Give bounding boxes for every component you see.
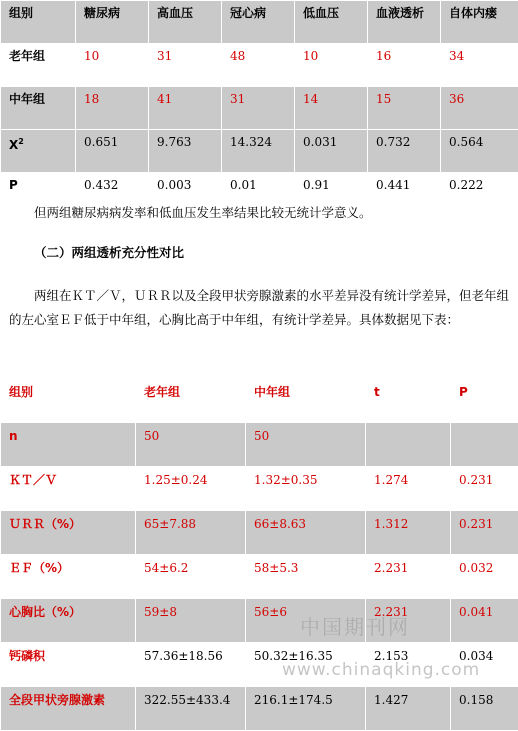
table-header-row <box>1 379 518 423</box>
header-cell: P <box>451 379 518 423</box>
table-cell: 56±6 <box>246 599 366 643</box>
table-cell: 0.158 <box>451 687 518 731</box>
table-cell: 50.32±16.35 <box>246 643 366 687</box>
table-cell: 0.441 <box>368 173 441 216</box>
table-cell: 31 <box>149 44 222 87</box>
table-cell: 16 <box>368 44 441 87</box>
watermark-title: 中国期刊网 <box>300 611 410 640</box>
table-cell: 14.324 <box>222 130 295 173</box>
table-cell: 58±5.3 <box>246 555 366 599</box>
table-row <box>1 599 518 643</box>
dialysis-adequacy-table <box>0 378 518 731</box>
table-cell: 0.651 <box>76 130 149 173</box>
table-cell: 54±6.2 <box>136 555 246 599</box>
header-cell: 血液透析 <box>368 1 441 44</box>
table-cell: 0.041 <box>451 599 518 643</box>
table-cell: 10 <box>76 44 149 87</box>
table-cell: 1.312 <box>366 511 451 555</box>
comorbidity-table <box>0 0 518 216</box>
header-cell: 组别 <box>1 379 136 423</box>
table-cell: 50 <box>136 423 246 467</box>
row-label <box>1 130 76 173</box>
table-cell: 18 <box>76 87 149 130</box>
table-cell: 34 <box>441 44 518 87</box>
header-cell: 老年组 <box>136 379 246 423</box>
row-label: 心胸比（%） <box>1 599 136 643</box>
table-cell: 0.003 <box>149 173 222 216</box>
table-cell: 65±7.88 <box>136 511 246 555</box>
table-cell: 1.25±0.24 <box>136 467 246 511</box>
table-cell: 0.231 <box>451 511 518 555</box>
table-cell <box>451 423 518 467</box>
table-row <box>1 423 518 467</box>
header-cell: 高血压 <box>149 1 222 44</box>
header-cell: t <box>366 379 451 423</box>
table-cell: 59±8 <box>136 599 246 643</box>
row-label: 老年组 <box>1 44 76 87</box>
row-label: n <box>1 423 136 467</box>
row-label: ＫＴ／Ｖ <box>1 467 136 511</box>
table-row <box>1 643 518 687</box>
table-cell: 0.222 <box>441 173 518 216</box>
table-row <box>1 687 518 731</box>
table-cell: 15 <box>368 87 441 130</box>
row-label: ＵＲＲ（%） <box>1 511 136 555</box>
table-cell: 1.427 <box>366 687 451 731</box>
table-cell: 2.231 <box>366 555 451 599</box>
table-cell: 57.36±18.56 <box>136 643 246 687</box>
table-cell <box>366 423 451 467</box>
row-label: 全段甲状旁腺激素 <box>1 687 136 731</box>
section-heading: （二）两组透析充分性对比 <box>9 241 514 265</box>
table-cell: 14 <box>295 87 368 130</box>
table-cell: 0.91 <box>295 173 368 216</box>
table-header-row <box>1 1 518 44</box>
table-row <box>1 511 518 555</box>
watermark-url: www.chinaqking.com <box>282 660 480 680</box>
table-row <box>1 44 518 87</box>
table-cell: 0.564 <box>441 130 518 173</box>
table-cell: 2.231 <box>366 599 451 643</box>
table-cell: 0.031 <box>295 130 368 173</box>
table-cell: 41 <box>149 87 222 130</box>
table-cell: 216.1±174.5 <box>246 687 366 731</box>
table-cell: 1.274 <box>366 467 451 511</box>
table-cell: 0.432 <box>76 173 149 216</box>
row-label: 钙磷积 <box>1 643 136 687</box>
conclusion-paragraph: 但两组糖尿病病发率和低血压发生率结果比较无统计学意义。 <box>9 201 514 225</box>
header-cell: 中年组 <box>246 379 366 423</box>
row-label: P <box>1 173 76 216</box>
table-row <box>1 555 518 599</box>
table-cell: 2.153 <box>366 643 451 687</box>
table-cell: 36 <box>441 87 518 130</box>
table-cell: 0.231 <box>451 467 518 511</box>
header-cell: 低血压 <box>295 1 368 44</box>
chi-square-symbol: X <box>9 138 18 152</box>
table-cell: 10 <box>295 44 368 87</box>
table-cell: 322.55±433.4 <box>136 687 246 731</box>
table-cell: 9.763 <box>149 130 222 173</box>
superscript: 2 <box>18 137 24 146</box>
row-label: ＥＦ（%） <box>1 555 136 599</box>
table-cell: 0.034 <box>451 643 518 687</box>
table-row <box>1 467 518 511</box>
table-cell: 0.01 <box>222 173 295 216</box>
table-cell: 66±8.63 <box>246 511 366 555</box>
header-cell: 冠心病 <box>222 1 295 44</box>
table-cell: 48 <box>222 44 295 87</box>
table-row <box>1 87 518 130</box>
table-cell: 0.032 <box>451 555 518 599</box>
description-paragraph: 两组在ＫＴ／Ｖ，ＵＲＲ以及全段甲状旁腺激素的水平差异没有统计学差异，但老年组的左心室ＥＦ低于中年组，心胸比高于中年组，有统计学差异。具体数据见下表： <box>9 284 514 332</box>
header-cell: 自体内瘘 <box>441 1 518 44</box>
table-cell: 31 <box>222 87 295 130</box>
table-row <box>1 130 518 173</box>
header-cell: 组别 <box>1 1 76 44</box>
row-label: 中年组 <box>1 87 76 130</box>
table-cell: 50 <box>246 423 366 467</box>
header-cell: 糖尿病 <box>76 1 149 44</box>
table-cell: 1.32±0.35 <box>246 467 366 511</box>
table-cell: 0.732 <box>368 130 441 173</box>
